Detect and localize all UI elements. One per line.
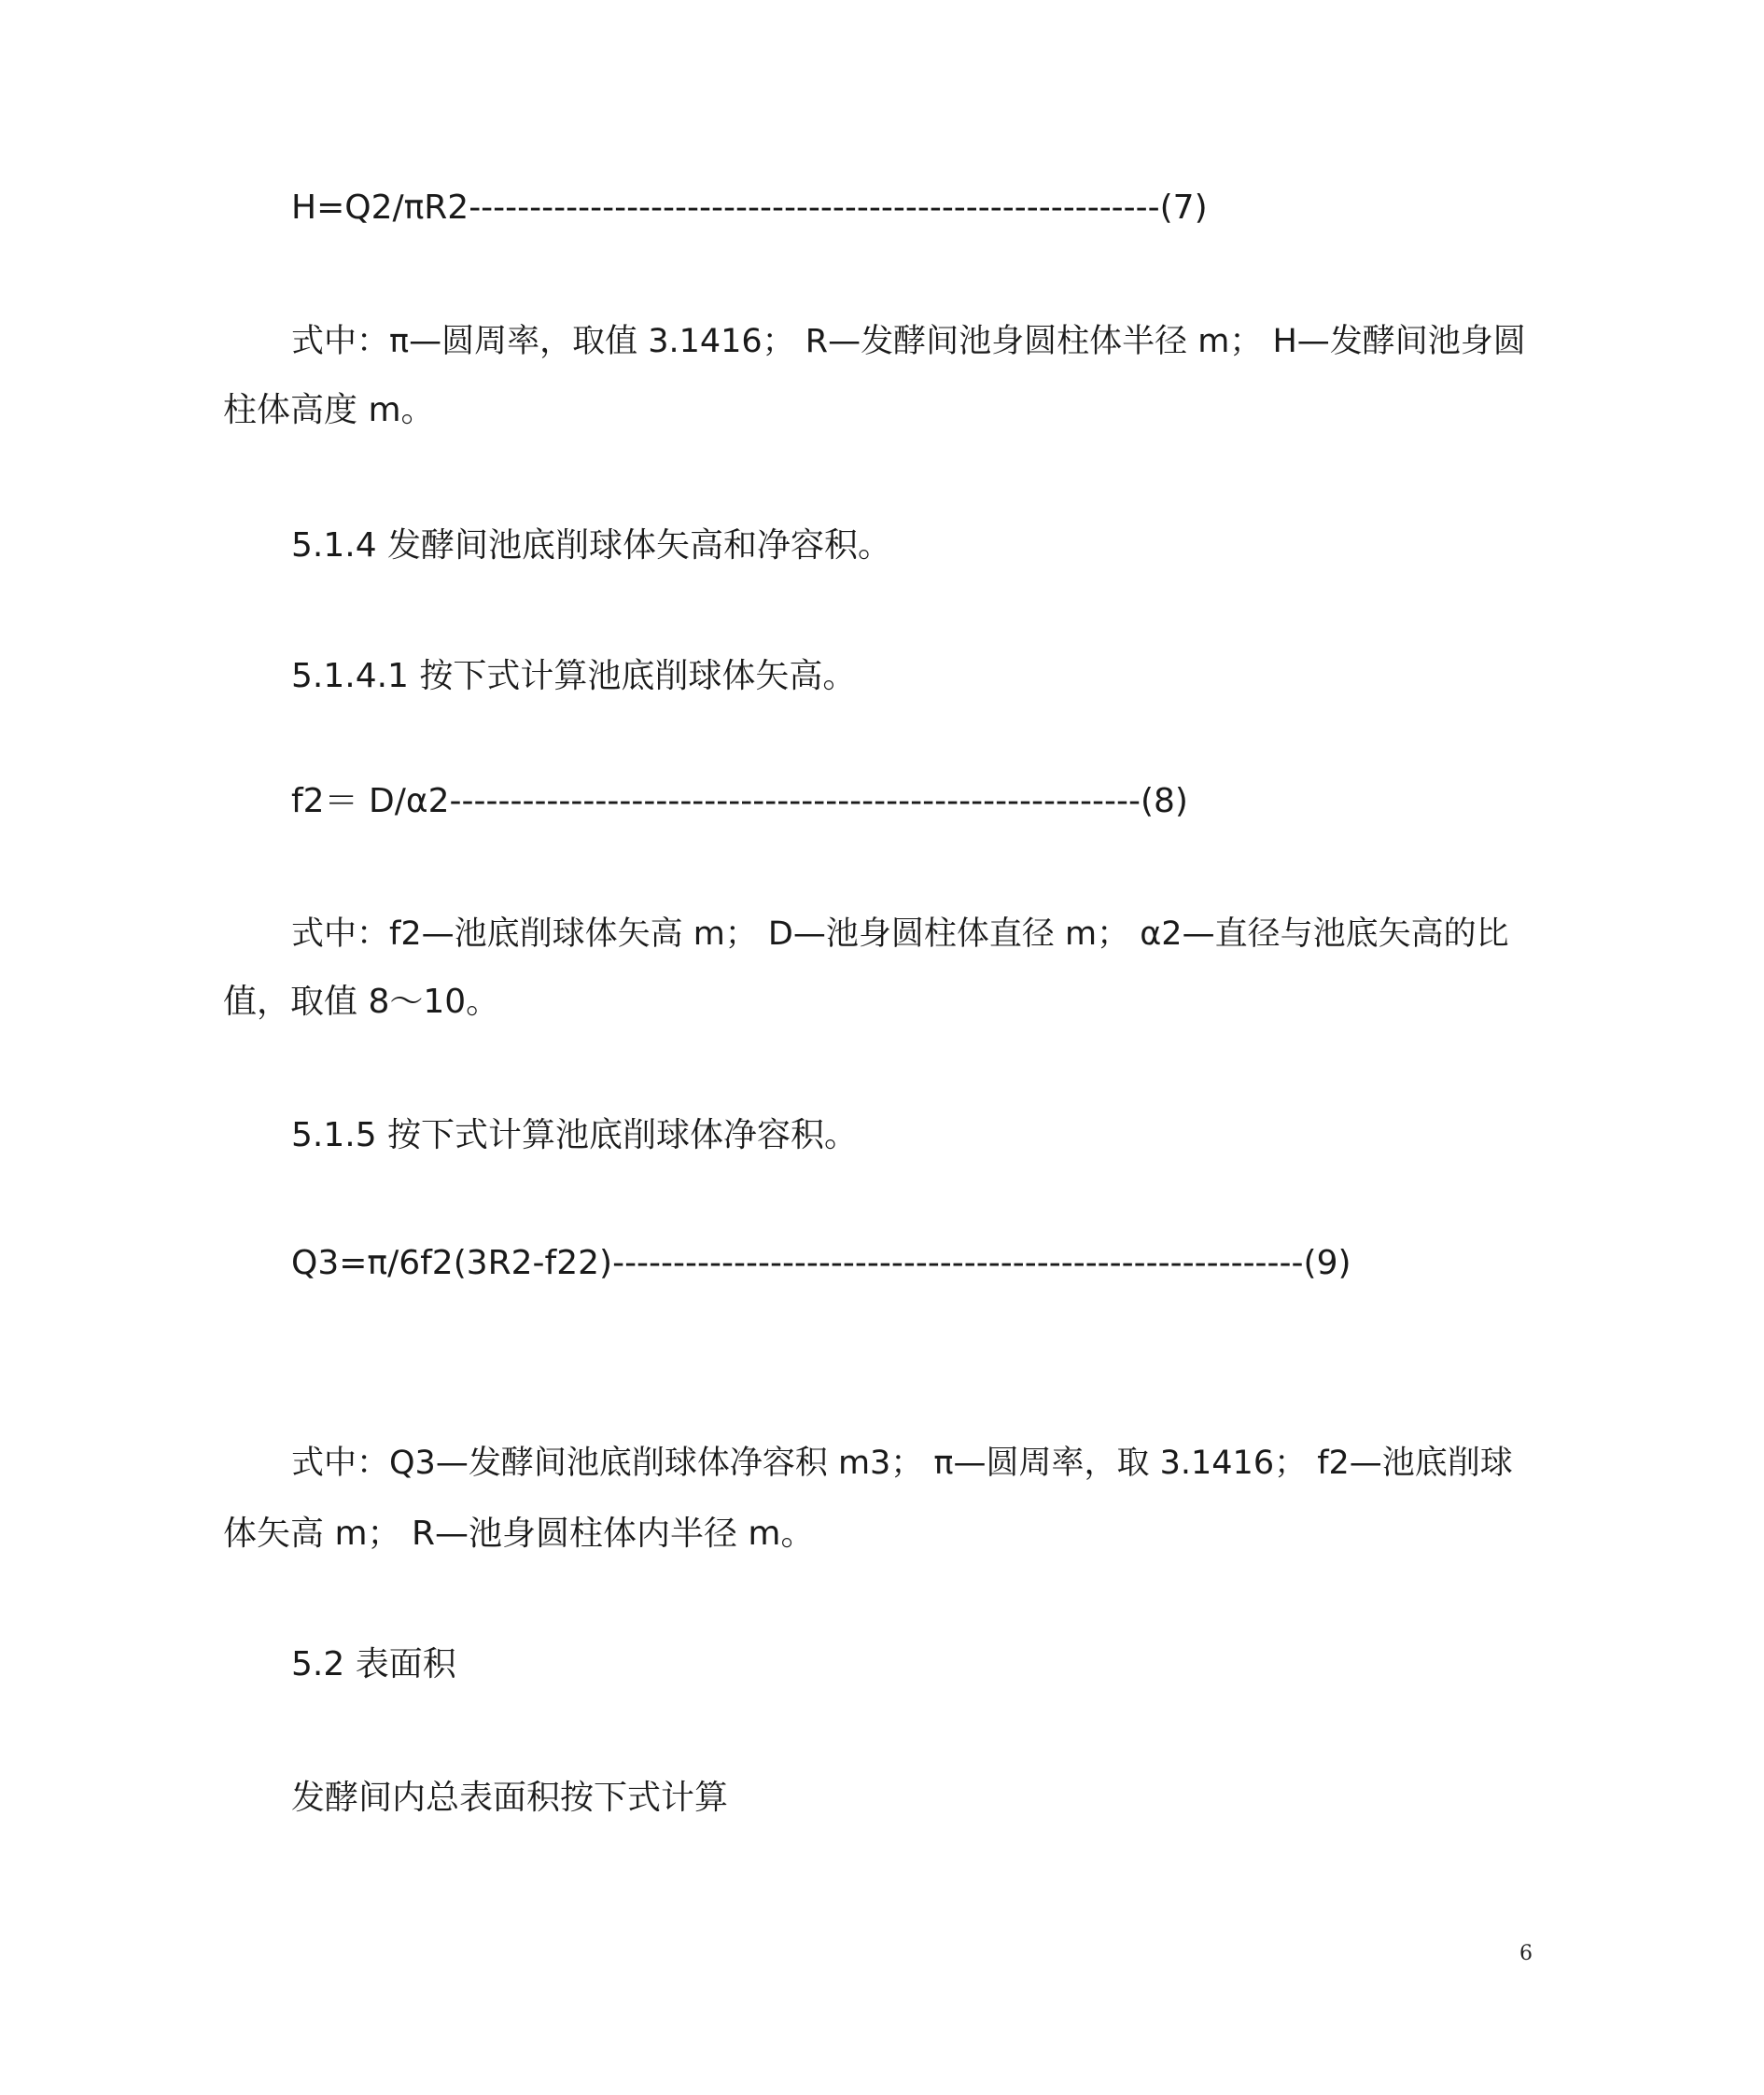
section-5-2-heading: 5.2 表面积 xyxy=(291,1645,456,1683)
formula-9: Q3=π/6f2(3R2-f22)---------------------------------------------------------(9) xyxy=(291,1244,1351,1282)
formula-8: f2＝ D/α2---------------------------------------------------------(8) xyxy=(291,782,1188,820)
formula-9-legend: 式中：Q3—发酵间池底削球体净容积 m3； π—圆周率，取 3.1416； f2—池底削球 xyxy=(291,1445,1513,1482)
formula-7-legend: 式中：π—圆周率，取值 3.1416； R—发酵间池身圆柱体半径 m； H—发酵间池身圆 xyxy=(291,323,1526,360)
formula-7-legend-cont: 柱体高度 m。 xyxy=(223,391,435,429)
formula-9-legend-cont: 体矢高 m； R—池身圆柱体内半径 m。 xyxy=(223,1515,815,1553)
section-5-1-4-heading: 5.1.4 发酵间池底削球体矢高和净容积。 xyxy=(291,526,892,565)
formula-8-legend: 式中：f2—池底削球体矢高 m； D—池身圆柱体直径 m； α2—直径与池底矢高的比 xyxy=(291,915,1509,953)
surface-area-intro: 发酵间内总表面积按下式计算 xyxy=(291,1779,729,1817)
formula-8-legend-cont: 值，取值 8～10。 xyxy=(223,983,500,1021)
page-number: 6 xyxy=(1519,1942,1533,1965)
formula-7: H=Q2/πR2---------------------------------------------------------(7) xyxy=(291,189,1208,227)
section-5-1-4-1-heading: 5.1.4.1 按下式计算池底削球体矢高。 xyxy=(291,657,857,695)
section-5-1-5-heading: 5.1.5 按下式计算池底削球体净容积。 xyxy=(291,1116,859,1154)
